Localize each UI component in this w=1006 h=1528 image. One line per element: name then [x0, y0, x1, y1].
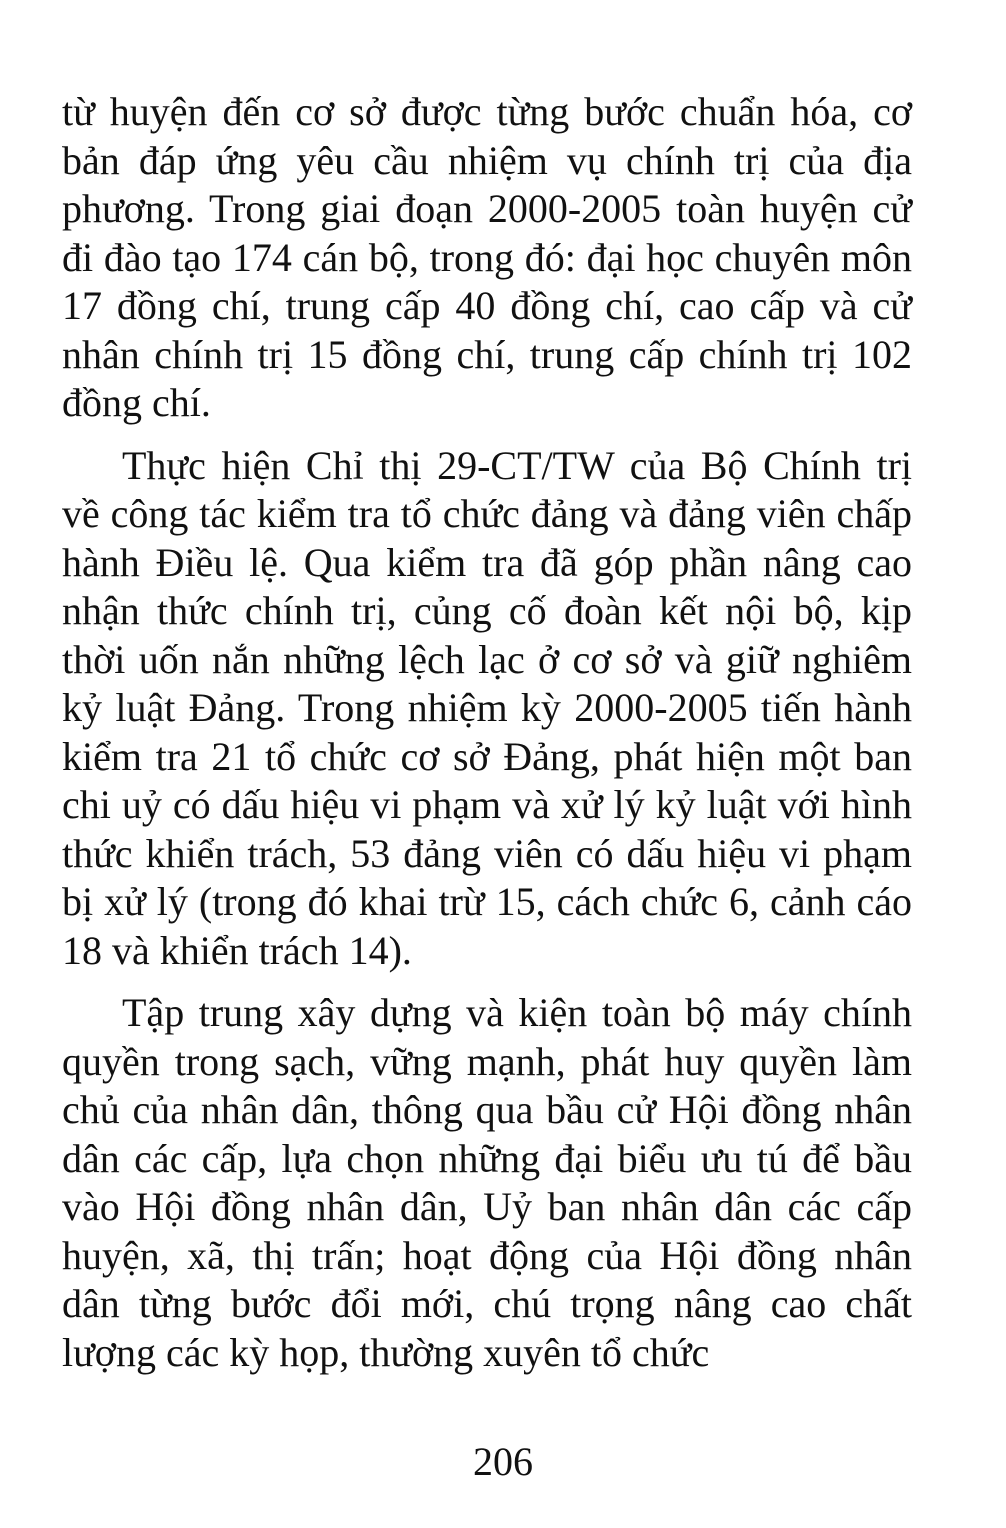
paragraph-training: từ huyện đến cơ sở được từng bước chuẩn hóa, cơ bản đáp ứng yêu cầu nhiệm vụ chính trị của địa phương. Trong giai đoạn 2000-2005 toàn huyện cử đi đào tạo 174 cán bộ, trong đó: đại học chuyên môn 17 đồng chí, trung cấp 40 đồng chí, cao cấp và cử nhân chính trị 15 đồng chí, trung cấp chính trị 102 đồng chí. — [62, 89, 912, 425]
paragraph-government: Tập trung xây dựng và kiện toàn bộ máy chính quyền trong sạch, vững mạnh, phát huy quyền làm chủ của nhân dân, thông qua bầu cử Hội đồng nhân dân các cấp, lựa chọn những đại biểu ưu tú để bầu vào Hội đồng nhân dân, Uỷ ban nhân dân các cấp huyện, xã, thị trấn; hoạt động của Hội đồng nhân dân từng bước đổi mới, chú trọng nâng cao chất lượng các kỳ họp, thường xuyên tổ chức — [62, 990, 912, 1375]
body-text — [62, 88, 912, 1377]
page-number: 206 — [473, 1439, 533, 1484]
paragraph-inspection: Thực hiện Chỉ thị 29-CT/TW của Bộ Chính trị về công tác kiểm tra tổ chức đảng và đảng viên chấp hành Điều lệ. Qua kiểm tra đã góp phần nâng cao nhận thức chính trị, củng cố đoàn kết nội bộ, kịp thời uốn nắn những lệch lạc ở cơ sở và giữ nghiêm kỷ luật Đảng. Trong nhiệm kỳ 2000-2005 tiến hành kiểm tra 21 tổ chức cơ sở Đảng, phát hiện một ban chi uỷ có dấu hiệu vi phạm và xử lý kỷ luật với hình thức khiển trách, 53 đảng viên có dấu hiệu vi phạm bị xử lý (trong đó khai trừ 15, cách chức 6, cảnh cáo 18 và khiển trách 14). — [62, 442, 912, 973]
